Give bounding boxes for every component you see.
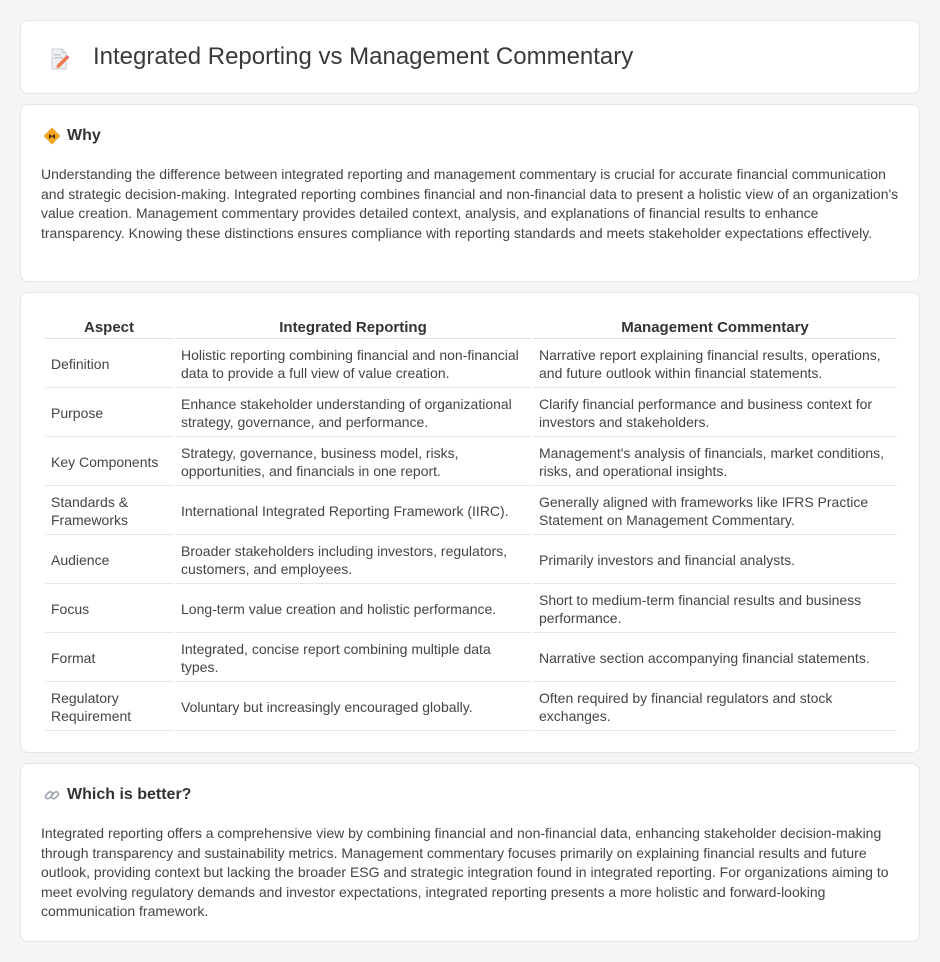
header-aspect: Aspect xyxy=(45,317,173,339)
comparison-table xyxy=(43,315,899,733)
which-is-better-heading: Which is better? xyxy=(67,786,192,803)
integrated-reporting-cell: International Integrated Reporting Framework (IIRC). xyxy=(175,488,531,535)
which-is-better-section xyxy=(20,763,920,942)
table-row xyxy=(45,537,897,584)
why-heading: Why xyxy=(67,127,101,144)
aspect-cell: Format xyxy=(45,635,173,682)
link-icon xyxy=(43,786,61,804)
integrated-reporting-cell: Long-term value creation and holistic performance. xyxy=(175,586,531,633)
integrated-reporting-cell: Enhance stakeholder understanding of organizational strategy, governance, and performance. xyxy=(175,390,531,437)
integrated-reporting-cell: Strategy, governance, business model, risks, opportunities, and financials in one report. xyxy=(175,439,531,486)
table-row xyxy=(45,635,897,682)
which-is-better-text: Integrated reporting offers a comprehensive view by combining financial and non-financial data, enhancing stakeholder decision-making through transparency and sustainability metrics. Management commentary focuses primarily on explaining financial results and future outlook, providing context but lacking the broader ESG and strategic integration found in integrated reporting. For organizations aiming to meet evolving regulatory demands and investor expectations, integrated reporting presents a more holistic and forward-looking communication framework. xyxy=(41,825,889,919)
management-commentary-cell: Generally aligned with frameworks like IFRS Practice Statement on Management Commentary. xyxy=(533,488,897,535)
aspect-cell: Definition xyxy=(45,341,173,388)
why-text: Understanding the difference between integrated reporting and management commentary is crucial for accurate financial communication and strategic decision-making. Integrated reporting combines financial and non-financial data to present a holistic view of an organization's value creation. Management commentary provides detailed context, analysis, and explanations of financial results to enhance transparency. Knowing these distinctions ensures compliance with reporting standards and meets stakeholder expectations effectively. xyxy=(41,166,899,241)
header-card xyxy=(20,20,920,94)
management-commentary-cell: Often required by financial regulators and stock exchanges. xyxy=(533,684,897,731)
table-row xyxy=(45,586,897,633)
management-commentary-cell: Primarily investors and financial analysts. xyxy=(533,537,897,584)
why-section xyxy=(20,104,920,282)
table-row xyxy=(45,390,897,437)
aspect-cell: Audience xyxy=(45,537,173,584)
integrated-reporting-cell: Holistic reporting combining financial and non-financial data to provide a full view of value creation. xyxy=(175,341,531,388)
management-commentary-cell: Management's analysis of financials, market conditions, risks, and operational insights. xyxy=(533,439,897,486)
table-row xyxy=(45,341,897,388)
table-row xyxy=(45,684,897,731)
aspect-cell: Focus xyxy=(45,586,173,633)
aspect-cell: Key Components xyxy=(45,439,173,486)
integrated-reporting-cell: Integrated, concise report combining multiple data types. xyxy=(175,635,531,682)
table-row xyxy=(45,488,897,535)
comparison-section xyxy=(20,292,920,753)
table-row xyxy=(45,439,897,486)
management-commentary-cell: Narrative report explaining financial results, operations, and future outlook within financial statements. xyxy=(533,341,897,388)
diamond-warning-icon xyxy=(43,127,61,145)
table-header-row xyxy=(45,317,897,339)
management-commentary-cell: Narrative section accompanying financial statements. xyxy=(533,635,897,682)
aspect-cell: Standards & Frameworks xyxy=(45,488,173,535)
aspect-cell: Purpose xyxy=(45,390,173,437)
integrated-reporting-cell: Voluntary but increasingly encouraged globally. xyxy=(175,684,531,731)
aspect-cell: Regulatory Requirement xyxy=(45,684,173,731)
integrated-reporting-cell: Broader stakeholders including investors, regulators, customers, and employees. xyxy=(175,537,531,584)
header-management-commentary: Management Commentary xyxy=(533,317,897,339)
header-integrated-reporting: Integrated Reporting xyxy=(175,317,531,339)
page-title: Integrated Reporting vs Management Commentary xyxy=(93,43,634,70)
document-pencil-icon xyxy=(47,47,71,71)
management-commentary-cell: Clarify financial performance and business context for investors and stakeholders. xyxy=(533,390,897,437)
management-commentary-cell: Short to medium-term financial results and business performance. xyxy=(533,586,897,633)
